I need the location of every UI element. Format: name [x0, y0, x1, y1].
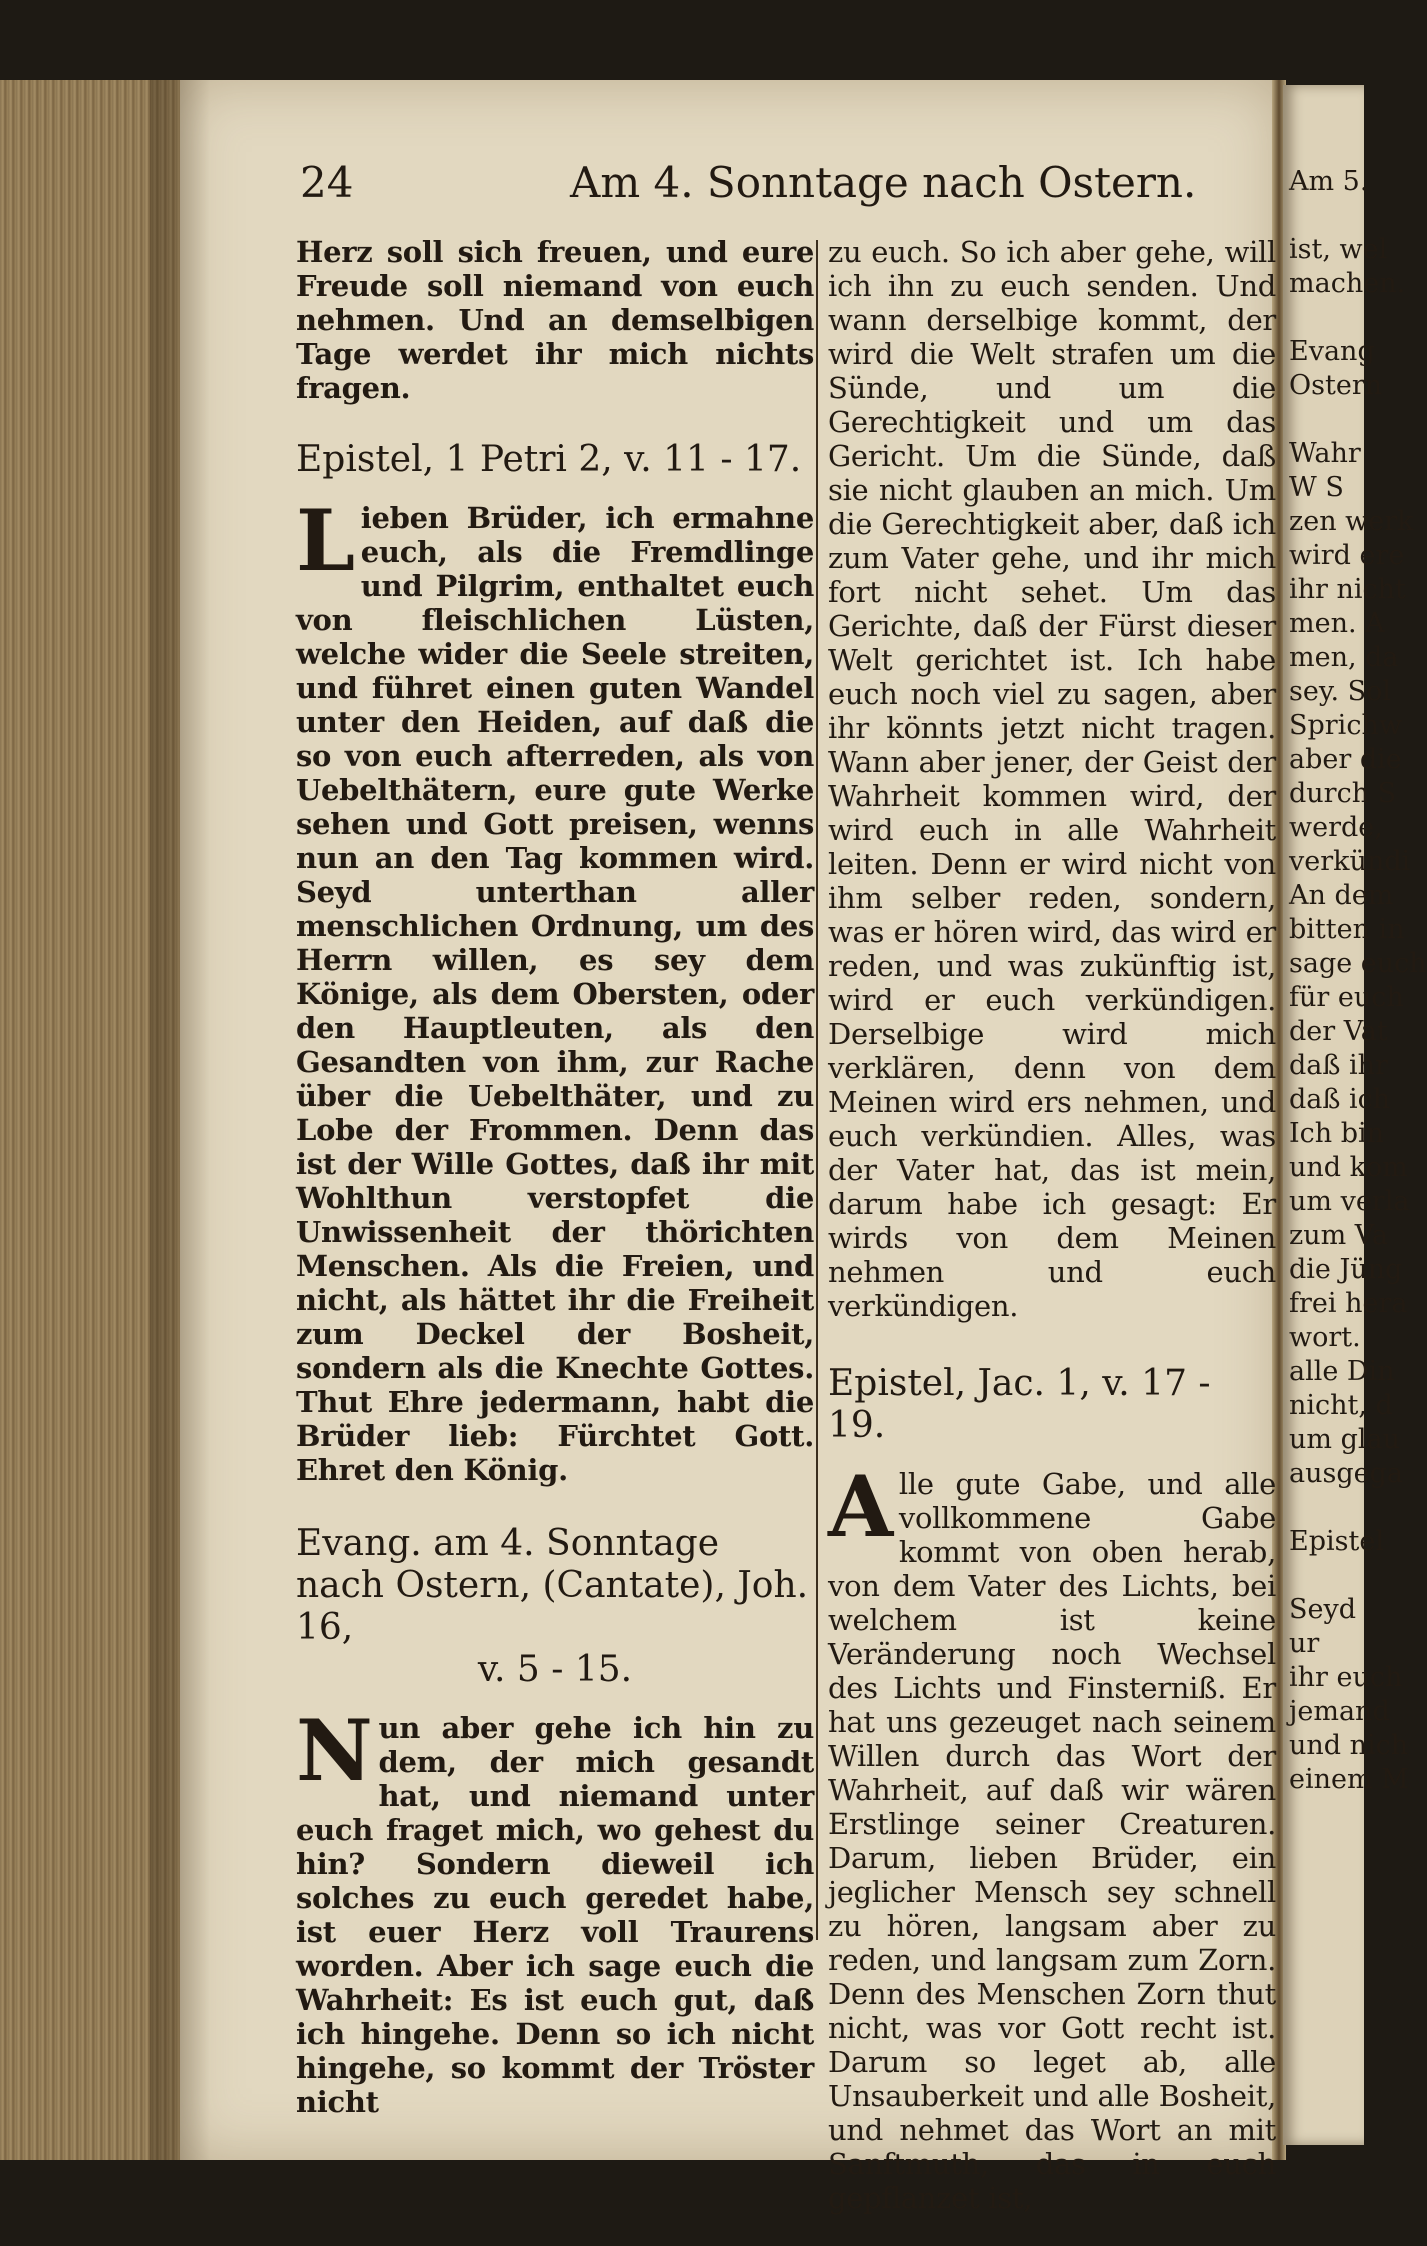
next-page-line: ausgega [1289, 1458, 1403, 1489]
gospel-continuation: zu euch. So ich aber gehe, will ich ihn zu euch senden. Und wann derselbige kommt, der wird die Welt strafen um die Sünde, und um die Gerechtigkeit und um das Gericht. Um die Sünde, daß sie nicht glauben an mich. Um die Gerechtigkeit aber, daß ich zum Vater gehe, und ihr mich fort nicht sehet. Um das Gerichte, daß der Fürst dieser Welt gerichtet ist. Ich habe euch noch viel zu sagen, aber ihr könnts jetzt nicht tragen. Wann aber jener, der Geist der Wahrheit kommen wird, der wird euch in alle Wahrheit leiten. Denn er wird nicht von ihm selber reden, sondern, was er hören wird, das wird er reden, und was zukünftig ist, wird er euch verkündigen. Derselbige wird mich verklären, denn von dem Meinen wird ers nehmen, und euch verkündien. Alles, was der Vater hat, das ist mein, darum habe ich gesagt: Er wirds von dem Meinen nehmen und euch verkündigen. [828, 235, 1276, 1323]
drop-cap: A [828, 1457, 893, 1556]
next-page-line: ur [1289, 1628, 1320, 1659]
right-column [828, 235, 1276, 2215]
epistle-heading: Epistel, 1 Petri 2, v. 11 - 17. [296, 439, 802, 480]
next-page-line: durch S [1289, 778, 1397, 809]
next-page-line [1289, 1491, 1364, 1525]
next-page-edge [1283, 85, 1427, 2145]
next-page-line [1289, 301, 1364, 335]
intro-paragraph: Herz soll sich freuen, und eure Freude soll niemand von euch nehmen. Und an demselbigen Tage werdet ihr mich nichts fragen. [296, 235, 814, 405]
left-column [296, 235, 814, 2119]
next-page-line: frei hera [1289, 1288, 1408, 1319]
next-page-line: einem M [1289, 1764, 1409, 1795]
next-page-line: jemand [1289, 1696, 1390, 1727]
next-page-line: wird ere [1289, 540, 1405, 571]
next-page-line: daß ihr [1289, 1050, 1388, 1081]
next-page-line: Wahr [1289, 438, 1361, 469]
next-page-line: Seyd [1289, 1594, 1357, 1625]
next-page-line: Ostern [1289, 370, 1383, 401]
next-page-line: Ich bin [1289, 1118, 1385, 1149]
second-epistle-text: lle gute Gabe, und alle vollkommene Gabe kommt von oben herab, von dem Vater des Lichts, bei welchem ist keine Veränderung noch Wechsel des Lichts und Finsterniß. Er hat uns gezeuget nach seinem Willen durch das Wort der Wahrheit, auf daß wir wären Erstlinge seiner Creaturen. Darum, lieben Brüder, ein jeglicher Mensch sey schnell zu hören, langsam aber zu reden, und langsam zum Zorn. Denn des Menschen Zorn thut nicht, was vor Gott recht ist. Darum so leget ab, alle Unsauberkeit und alle Bosheit, und nehmet das Wort an mit Sanftmuth, das in euch gepflanzet ist, [828, 1467, 1276, 2215]
next-page-line: men. A [1289, 608, 1385, 639]
gospel-text: un aber gehe ich hin zu dem, der mich gesandt hat, und niemand unter euch fraget mich, wo gehest du hin? Sondern dieweil ich solches zu euch geredet habe, ist euer Herz voll Traurens worden. Aber ich sage euch die Wahrheit: Es ist euch gut, daß ich hingehe. Denn so ich nicht hingehe, so kommt der Tröster nicht [296, 1711, 814, 2119]
next-page-line: Evang [1289, 336, 1375, 367]
next-page-line: machen. [1289, 268, 1406, 299]
page-header [300, 158, 1250, 218]
next-page-line: bitten in [1289, 914, 1405, 945]
next-page-line: um verla [1289, 1186, 1410, 1217]
gospel-heading-line1: Evang. am 4. Sonntage nach Ostern, (Cantate), Joh. 16, [296, 1523, 809, 1648]
next-page-line [1289, 403, 1364, 437]
next-page-line: verkündi [1289, 846, 1411, 877]
next-page-line: ihr nicht [1289, 574, 1406, 605]
next-page-line: die Jüng [1289, 1254, 1403, 1285]
next-page-line: und nich [1289, 1730, 1409, 1761]
next-page-line: sey. Sol [1289, 676, 1392, 707]
page-number: 24 [300, 158, 354, 207]
next-page-line: men, da [1289, 642, 1399, 673]
epistle-text: ieben Brüder, ich ermahne euch, als die Fremdlinge und Pilgrim, enthaltet euch von fleischlichen Lüsten, welche wider die Seele streiten, und führet einen guten Wandel unter den Heiden, auf daß die so von euch afterreden, als von Uebelthätern, eure gute Werke sehen und Gott preisen, wenns nun an den Tag kommen wird. Seyd unterthan aller menschlichen Ordnung, um des Herrn willen, es sey dem Könige, als dem Obersten, oder den Hauptleuten, als den Gesandten von ihm, zur Rache über die Uebelthäter, und zu Lobe der Frommen. Denn das ist der Wille Gottes, daß ihr mit Wohlthun verstopfet die Unwissenheit der thörichten Menschen. Als die Freien, und nicht, als hättet ihr die Freiheit zum Deckel der Bosheit, sondern als die Knechte Gottes. Thut Ehre jedermann, habt die Brüder lieb: Fürchtet Gott. Ehret den König. [296, 501, 814, 1487]
column-divider [816, 240, 818, 1940]
next-page-line: aber die [1289, 744, 1402, 775]
next-page-line: daß ich [1289, 1084, 1391, 1115]
next-page-line: W S [1289, 472, 1344, 503]
next-page-line: werde, [1289, 812, 1383, 843]
next-page-line: ihr euch [1289, 1662, 1403, 1693]
next-page-line: der Vat [1289, 1016, 1388, 1047]
gospel-paragraph [296, 1701, 814, 2119]
next-page-line: nicht, d [1289, 1390, 1393, 1421]
second-epistle-heading: Epistel, Jac. 1, v. 17 - 19. [828, 1363, 1211, 1446]
next-page-line: und kom [1289, 1152, 1408, 1183]
gospel-heading-line2: v. 5 - 15. [477, 1649, 633, 1690]
next-page-line: wort. [1289, 1322, 1361, 1353]
drop-cap: L [296, 491, 355, 590]
page-curve-shadow [150, 80, 210, 2160]
next-page-line [1289, 199, 1364, 233]
next-page-line: um glau [1289, 1424, 1400, 1455]
epistle-paragraph [296, 491, 814, 1487]
next-page-line: zum Va [1289, 1220, 1388, 1251]
next-page-line: Epistel [1289, 1526, 1384, 1557]
next-page-line: ist, wel [1289, 234, 1388, 265]
next-page-line: sage euch [1289, 948, 1427, 979]
second-epistle-paragraph [828, 1457, 1276, 2215]
next-page-line [1289, 1559, 1364, 1593]
next-page-line: Sprichw [1289, 710, 1402, 741]
next-page-line: zen werk [1289, 506, 1414, 537]
running-title: Am 4. Sonntage nach Ostern. [570, 158, 1197, 207]
next-page-text [1283, 85, 1427, 1797]
drop-cap: N [296, 1701, 373, 1800]
next-page-line: Am 5. [1289, 166, 1369, 197]
next-page-line: für euch [1289, 982, 1404, 1013]
next-page-line: An dem [1289, 880, 1394, 911]
gospel-heading [296, 1523, 814, 1691]
next-page-line: alle Din [1289, 1356, 1395, 1387]
